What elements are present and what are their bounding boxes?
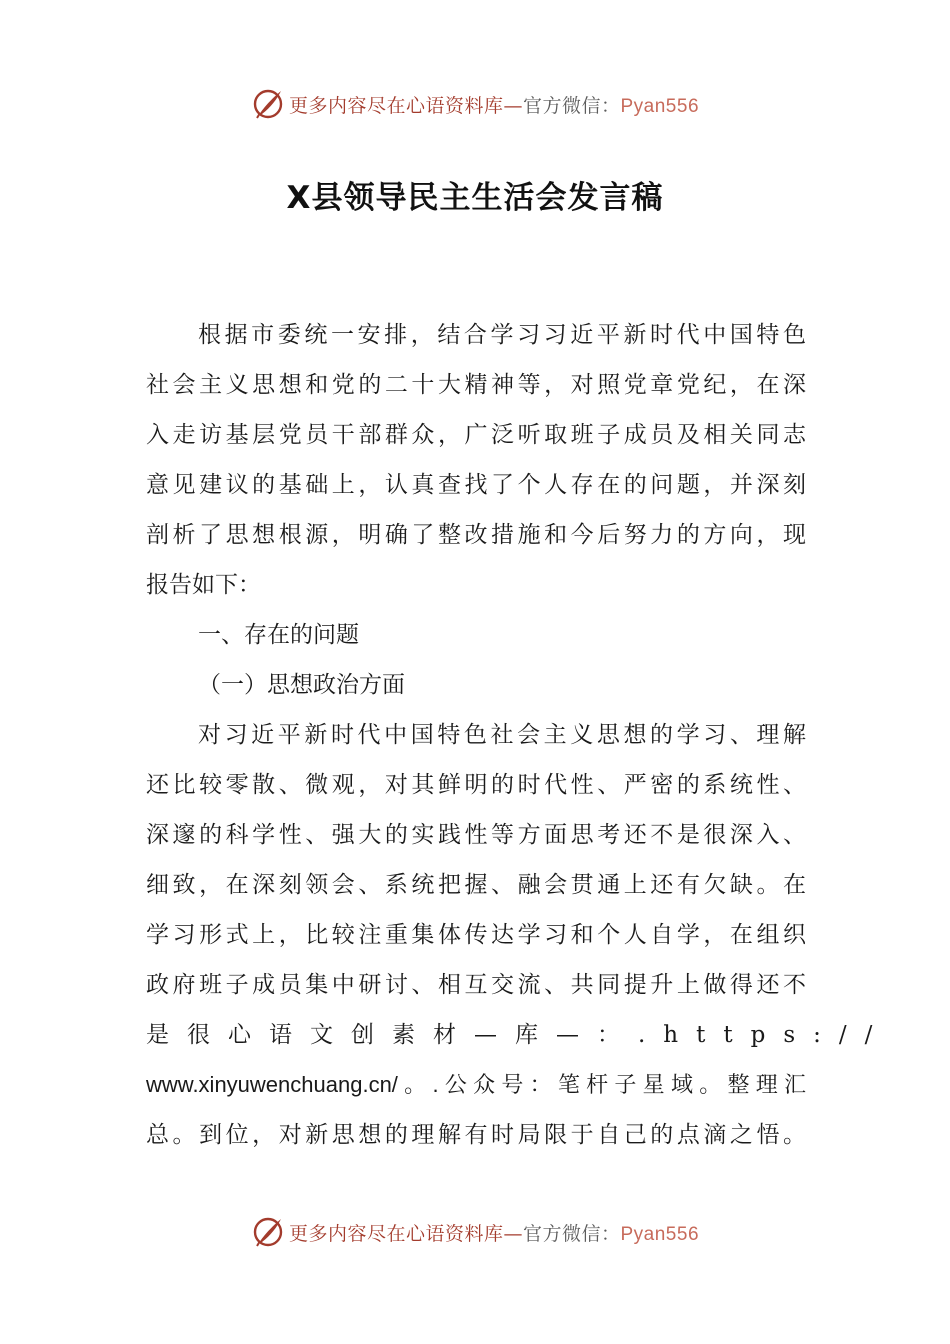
body-line: 还比较零散、微观，对其鲜明的时代性、严密的系统性、 — [146, 772, 806, 798]
body-line: 根据市委统一安排，结合学习习近平新时代中国特色 — [198, 322, 806, 348]
banner-site-text: 更多内容尽在心语资料库 — [288, 94, 504, 117]
quill-logo-icon — [251, 87, 285, 121]
banner-wechat-label: 官方微信： — [522, 94, 621, 117]
section-heading: 一、存在的问题 — [198, 622, 359, 648]
banner-site-text: 更多内容尽在心语资料库 — [288, 1222, 504, 1245]
body-line: 社会主义思想和党的二十大精神等，对照党章党纪，在深 — [146, 372, 806, 398]
banner-text — [289, 1219, 699, 1246]
body-line: 意见建议的基础上，认真查找了个人存在的问题，并深刻 — [146, 472, 806, 498]
subsection-heading: （一）思想政治方面 — [198, 672, 405, 698]
header-watermark-banner — [0, 84, 950, 124]
quill-logo-icon — [251, 1215, 285, 1249]
body-line: 细致，在深刻领会、系统把握、融会贯通上还有欠缺。在 — [146, 872, 806, 898]
document-title: X县领导民主生活会发言稿 — [286, 180, 664, 216]
footer-watermark-banner — [0, 1212, 950, 1252]
body-line-url: www.xinyuwenchuang.cn/。.公众号：笔杆子星域。整理汇 — [146, 1072, 806, 1097]
banner-text — [289, 91, 699, 118]
body-line: 入走访基层党员干部群众，广泛听取班子成员及相关同志 — [146, 422, 806, 448]
body-line: 总。到位，对新思想的理解有时局限于自己的点滴之悟。 — [146, 1122, 806, 1148]
body-line-link: 是很心语文创素材—库—：.https:// — [146, 1022, 891, 1048]
banner-wechat-id: Pyan556 — [620, 1223, 700, 1245]
body-line: 报告如下： — [146, 572, 261, 598]
body-line: 学习形式上，比较注重集体传达学习和个人自学，在组织 — [146, 922, 806, 948]
body-line: 剖析了思想根源，明确了整改措施和今后努力的方向，现 — [146, 522, 806, 548]
body-line: 对习近平新时代中国特色社会主义思想的学习、理解 — [198, 722, 806, 748]
body-line: 深邃的科学性、强大的实践性等方面思考还不是很深入、 — [146, 822, 806, 848]
banner-wechat-label: 官方微信： — [522, 1222, 621, 1245]
body-line: 政府班子成员集中研讨、相互交流、共同提升上做得还不 — [146, 972, 806, 998]
document-body — [146, 310, 891, 1160]
banner-wechat-id: Pyan556 — [620, 95, 700, 117]
banner-dash: — — [503, 94, 523, 117]
banner-dash: — — [503, 1222, 523, 1245]
